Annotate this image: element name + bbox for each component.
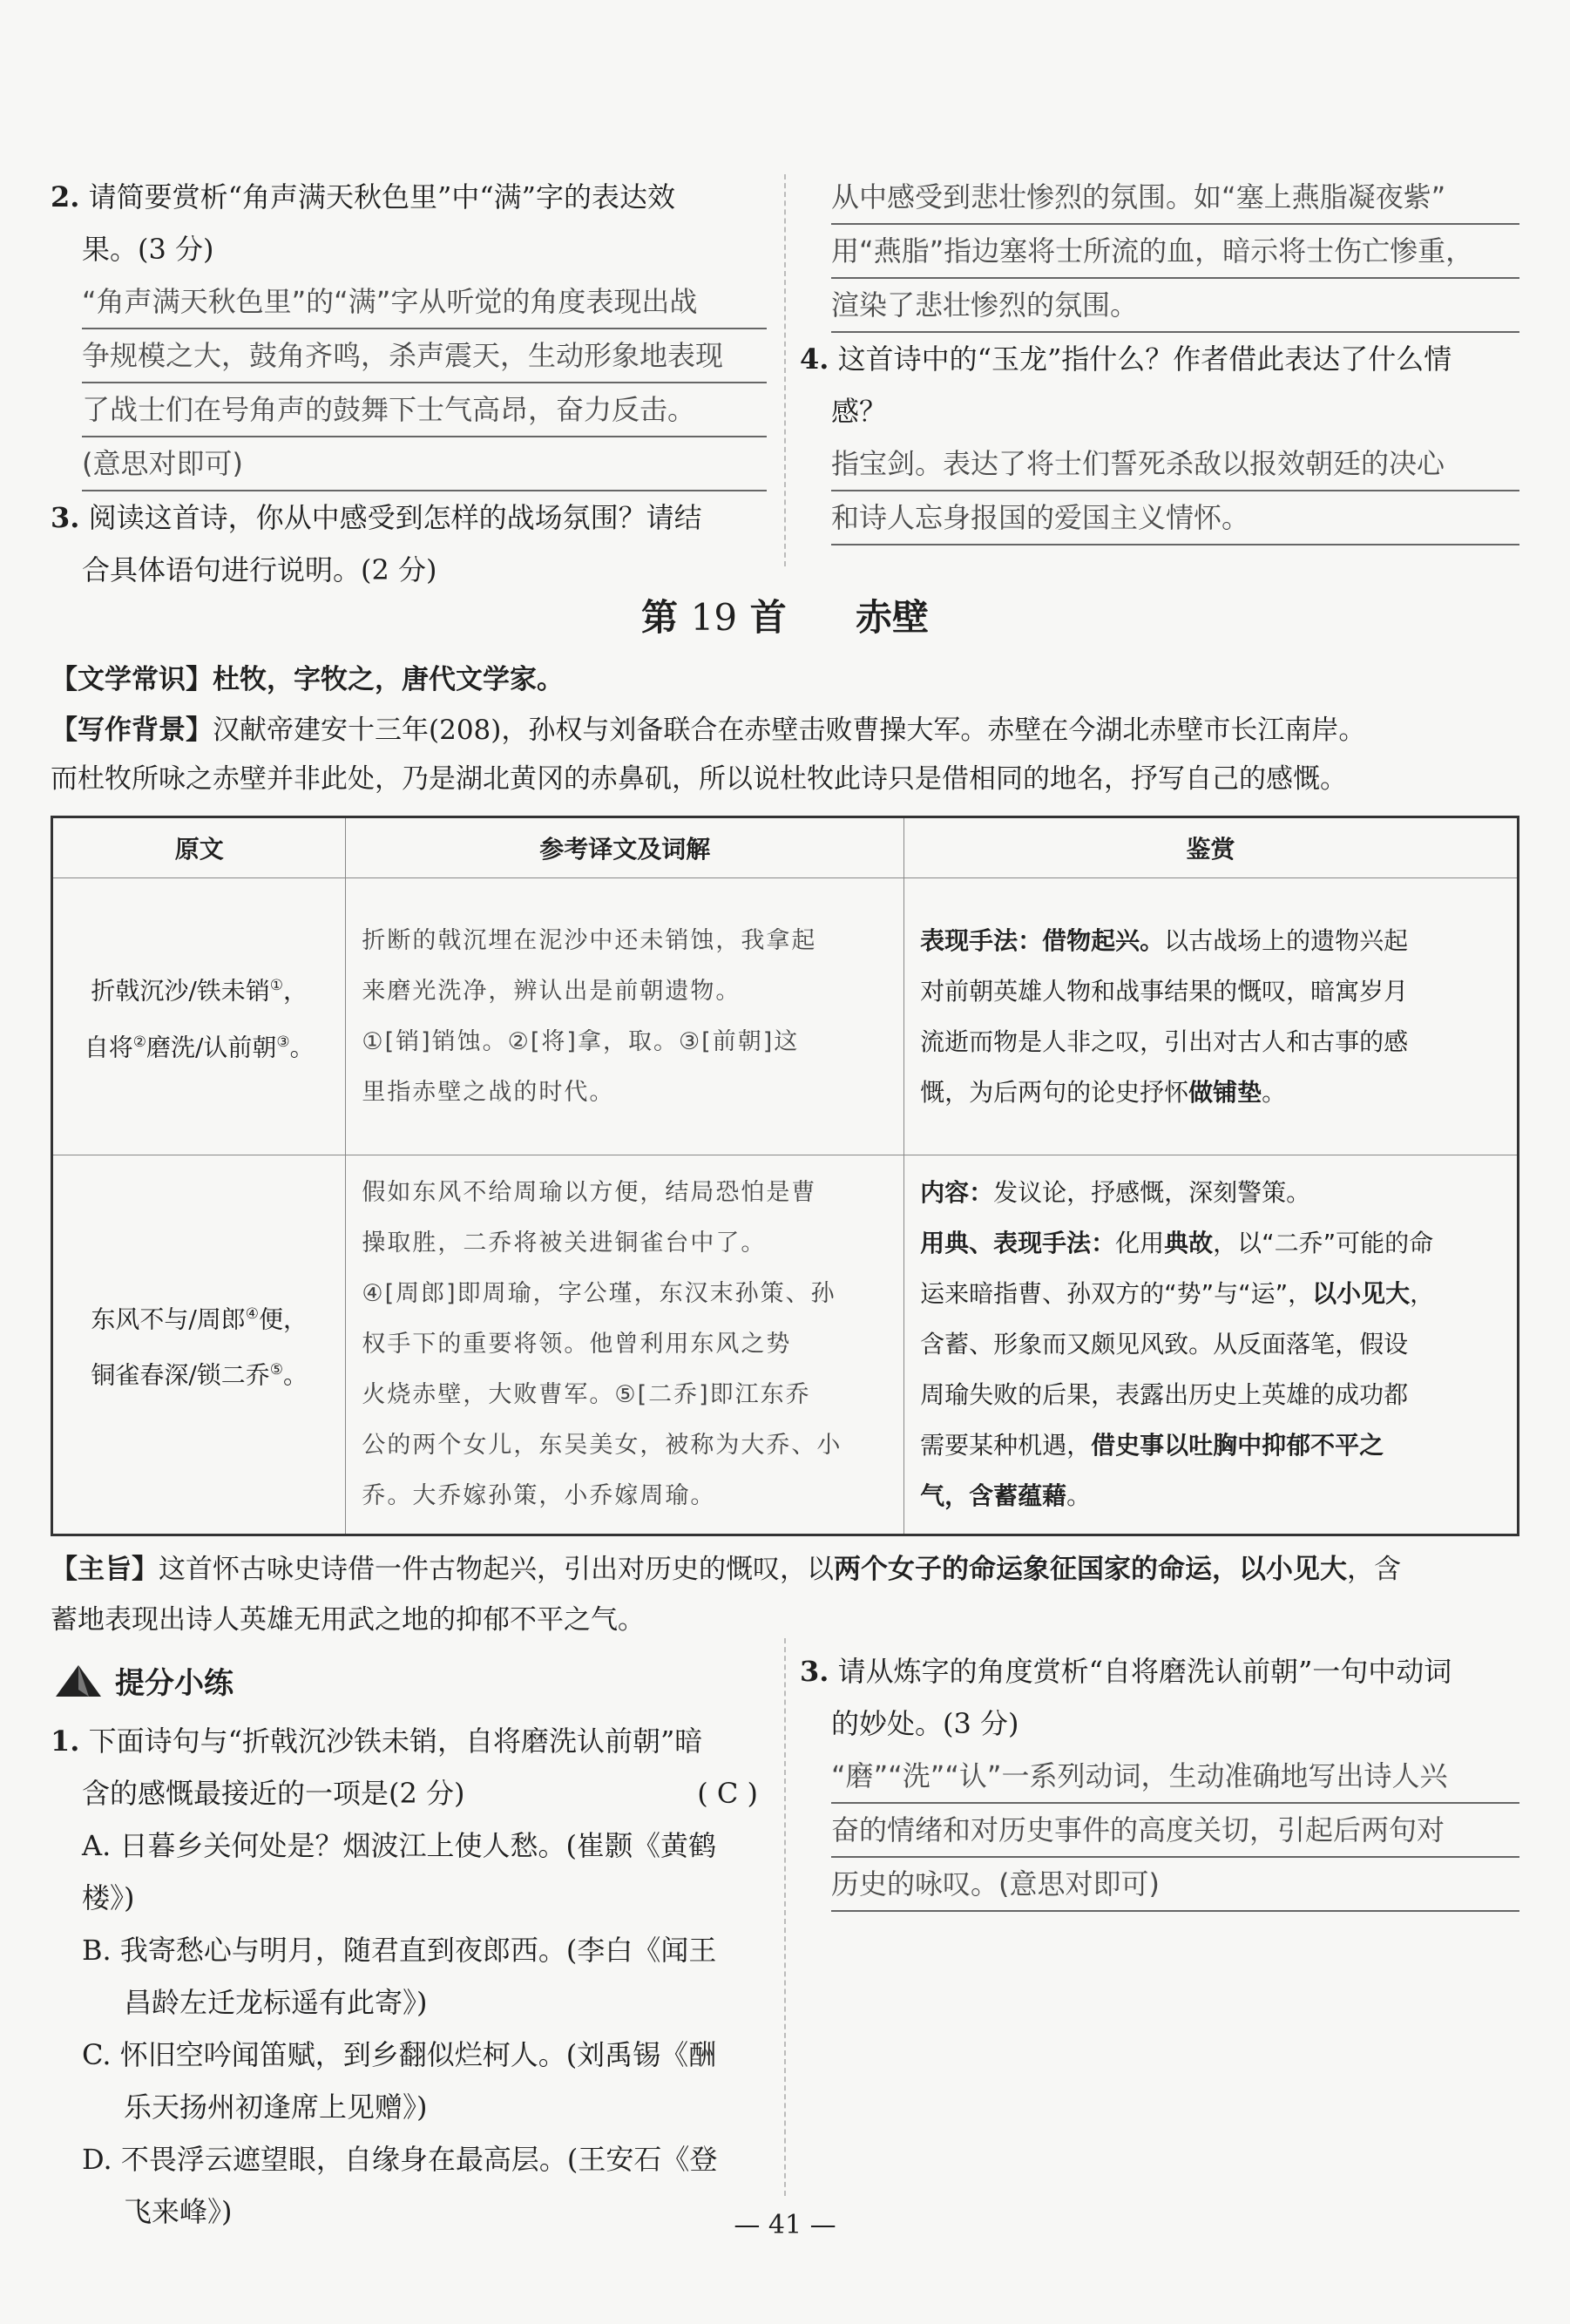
question-text: 阅读这首诗，你从中感受到怎样的战场氛围？请结 bbox=[88, 501, 702, 534]
question-number: 3. bbox=[51, 501, 80, 534]
title-number: 19 bbox=[690, 596, 738, 639]
literary-note bbox=[51, 655, 1519, 704]
option-d: D. 不畏浮云遮望眼，自缘身在最高层。(王安石《登 bbox=[82, 2143, 718, 2176]
option-c: C. 怀旧空吟闻笛赋，到乡翻似烂柯人。(刘禹锡《酬 bbox=[82, 2038, 717, 2071]
column-divider bbox=[784, 174, 786, 566]
answer-block bbox=[800, 437, 1519, 545]
answer-line: 指宝剑。表达了将士们誓死杀敌以报效朝廷的决心 bbox=[831, 437, 1519, 491]
appreciation-label: 用典、表现手法： bbox=[920, 1229, 1116, 1257]
option-a: A. 日暮乡关何处是？烟波江上使人愁。(崔颢《黄鹤楼》) bbox=[82, 1829, 716, 1914]
appreciation-line: 对前朝英雄人物和战事结果的慨叹，暗寓岁月 bbox=[920, 976, 1409, 1006]
practice-question-1 bbox=[51, 1715, 767, 1767]
background-text: 而杜牧所咏之赤壁并非此处，乃是湖北黄冈的赤鼻矶，所以说杜牧此诗只是借相同的地名，抒写自己的感慨。 bbox=[51, 763, 1347, 795]
table-row bbox=[52, 1155, 1519, 1535]
appreciation-label: 表现手法：借物起兴。 bbox=[920, 925, 1165, 955]
question-3 bbox=[51, 491, 767, 544]
answer-choice: ( C ) bbox=[697, 1777, 758, 1810]
original-line: 。 bbox=[289, 1032, 315, 1061]
appreciation-line: 流逝而物是人非之叹，引出对古人和古事的感 bbox=[920, 1026, 1409, 1056]
poem-table bbox=[51, 816, 1519, 1536]
translation-line: ①[销]销蚀。②[将]拿，取。③[前朝]这 bbox=[362, 1027, 800, 1055]
appreciation-emphasis: 以小见大 bbox=[1312, 1279, 1411, 1308]
question-number: 3. bbox=[800, 1655, 829, 1688]
table-row bbox=[52, 878, 1519, 1155]
appreciation-text bbox=[904, 1155, 1519, 1535]
column-divider bbox=[784, 1638, 786, 2196]
appreciation-line: 周瑜失败的后果，表露出历史上英雄的成功都 bbox=[920, 1380, 1409, 1409]
table-header-row bbox=[52, 817, 1519, 878]
answer-block bbox=[51, 275, 767, 491]
answer-block bbox=[800, 171, 1519, 333]
answer-block bbox=[800, 1750, 1519, 1912]
theme bbox=[51, 1544, 1519, 1645]
answer-line: “角声满天秋色里”的“满”字从听觉的角度表现出战 bbox=[82, 275, 767, 329]
appreciation-line: 以古战场上的遗物兴起 bbox=[1164, 925, 1409, 955]
appreciation-line: 慨，为后两句的论史抒怀 bbox=[920, 1077, 1189, 1107]
header-appreciation: 鉴赏 bbox=[904, 817, 1519, 878]
translation-line: 折断的戟沉埋在泥沙中还未销蚀，我拿起 bbox=[362, 926, 817, 954]
question-text: 这首诗中的“玉龙”指什么？作者借此表达了什么情 bbox=[837, 342, 1452, 376]
original-line: 铜雀春深/锁二乔 bbox=[91, 1360, 270, 1390]
option-c: 乐天扬州初逢席上见赠》) bbox=[124, 2090, 428, 2124]
pyramid-icon bbox=[54, 1663, 103, 1698]
footnote-marker: ④ bbox=[245, 1304, 260, 1323]
answer-line: 从中感受到悲壮惨烈的氛围。如“塞上燕脂凝夜紫” bbox=[831, 171, 1519, 225]
practice-right-column bbox=[800, 1645, 1519, 1912]
question-text: 果。(3 分) bbox=[82, 233, 214, 266]
translation-line: 操取胜，二乔将被关进铜雀台中了。 bbox=[362, 1230, 767, 1257]
appreciation-line: ，以“二乔”可能的命 bbox=[1213, 1229, 1434, 1257]
footnote-marker: ① bbox=[269, 977, 284, 995]
title-name: 赤壁 bbox=[855, 596, 929, 639]
top-left-column bbox=[51, 171, 767, 596]
answer-line: 用“燕脂”指边塞将士所流的血，暗示将士伤亡惨重， bbox=[831, 225, 1519, 279]
answer-line: 奋的情绪和对历史事件的高度关切，引起后两句对 bbox=[831, 1804, 1519, 1858]
translation-line: 来磨光洗净，辨认出是前朝遗物。 bbox=[362, 977, 741, 1005]
original-line: 东风不与/周郎 bbox=[91, 1304, 246, 1333]
practice-left-column bbox=[51, 1715, 767, 2238]
original-text bbox=[52, 1155, 346, 1535]
original-line: 便， bbox=[259, 1304, 308, 1333]
background-text: 汉献帝建安十三年(208)，孙权与刘备联合在赤壁击败曹操大军。赤壁在今湖北赤壁市长江南岸。 bbox=[213, 715, 1366, 746]
translation-line: 假如东风不给周瑜以方便，结局恐怕是曹 bbox=[362, 1179, 817, 1206]
answer-line: 和诗人忘身报国的爱国主义情怀。 bbox=[831, 491, 1519, 545]
original-line: 。 bbox=[283, 1360, 308, 1390]
option-b: 昌龄左迁龙标遥有此寄》) bbox=[124, 1986, 428, 2019]
appreciation-line: 。 bbox=[1262, 1077, 1287, 1107]
question-number: 4. bbox=[800, 342, 829, 376]
translation-line: 权手下的重要将领。他曾利用东风之势 bbox=[362, 1331, 792, 1358]
footnote-marker: ③ bbox=[276, 1033, 290, 1051]
theme-text: 蓄地表现出诗人英雄无用武之地的抑郁不平之气。 bbox=[51, 1604, 645, 1636]
appreciation-line: 发议论，抒感慨，深刻警策。 bbox=[993, 1178, 1311, 1207]
answer-line: 历史的咏叹。(意思对即可) bbox=[831, 1858, 1519, 1912]
option-d: 飞来峰》) bbox=[124, 2195, 233, 2228]
poem-title bbox=[0, 589, 1570, 641]
theme-text: 这首怀古咏史诗借一件古物起兴，引出对历史的慨叹，以 bbox=[159, 1554, 834, 1585]
answer-line: (意思对即可) bbox=[82, 437, 767, 491]
question-text: 下面诗句与“折戟沉沙铁未销，自将磨洗认前朝”暗 bbox=[88, 1724, 703, 1758]
appreciation-emphasis: 借史事以吐胸中抑郁不平之 bbox=[1091, 1431, 1384, 1460]
page-number: — 41 — bbox=[734, 2210, 836, 2240]
appreciation-emphasis: 做铺垫 bbox=[1188, 1077, 1262, 1107]
header-translation: 参考译文及词解 bbox=[346, 817, 904, 878]
question-4 bbox=[800, 333, 1519, 385]
literary-text: 杜牧，字牧之，唐代文学家。 bbox=[213, 664, 564, 695]
appreciation-label: 内容： bbox=[920, 1178, 994, 1207]
translation-text bbox=[346, 878, 904, 1155]
literary-label: 【文学常识】 bbox=[51, 664, 213, 695]
question-text: 的妙处。(3 分) bbox=[831, 1707, 1019, 1740]
original-line: 折戟沉沙/铁未销 bbox=[91, 976, 270, 1006]
writing-background bbox=[51, 706, 1519, 803]
footnote-marker: ⑤ bbox=[269, 1361, 284, 1379]
appreciation-line: 需要某种机遇， bbox=[920, 1431, 1092, 1460]
question-text: 合具体语句进行说明。(2 分) bbox=[82, 553, 437, 586]
footnote-marker: ② bbox=[132, 1033, 146, 1051]
answer-line: 渲染了悲壮惨烈的氛围。 bbox=[831, 279, 1519, 333]
appreciation-emphasis: 典故 bbox=[1164, 1229, 1214, 1257]
translation-line: 里指赤壁之战的时代。 bbox=[362, 1078, 615, 1106]
answer-line: “磨”“洗”“认”一系列动词，生动准确地写出诗人兴 bbox=[831, 1750, 1519, 1804]
practice-header bbox=[54, 1659, 233, 1702]
appreciation-text bbox=[904, 878, 1519, 1155]
practice-question-3 bbox=[800, 1645, 1519, 1697]
appreciation-line: 含蓄、形象而又颇见风致。从反面落笔，假设 bbox=[920, 1330, 1409, 1358]
translation-line: 公的两个女儿，东吴美女，被称为大乔、小 bbox=[362, 1432, 843, 1459]
original-line: 磨洗/认前朝 bbox=[145, 1032, 277, 1061]
translation-line: ④[周郎]即周瑜，字公瑾，东汉末孙策、孙 bbox=[362, 1280, 836, 1307]
appreciation-line: 化用 bbox=[1115, 1229, 1165, 1257]
theme-label: 【主旨】 bbox=[51, 1554, 159, 1585]
practice-title: 提分小练 bbox=[115, 1666, 233, 1701]
original-line: 自将 bbox=[84, 1032, 133, 1061]
translation-line: 火烧赤壁，大败曹军。⑤[二乔]即江东乔 bbox=[362, 1381, 811, 1408]
appreciation-emphasis: 气，含蓄蕴藉 bbox=[920, 1481, 1067, 1510]
theme-text: ，含 bbox=[1347, 1554, 1401, 1585]
header-original: 原文 bbox=[52, 817, 346, 878]
question-text: 请简要赏析“角声满天秋色里”中“满”字的表达效 bbox=[88, 180, 676, 213]
answer-line: 争规模之大，鼓角齐鸣，杀声震天，生动形象地表现 bbox=[82, 329, 767, 383]
appreciation-line: 。 bbox=[1066, 1481, 1092, 1510]
title-suffix: 首 bbox=[749, 596, 787, 639]
translation-text bbox=[346, 1155, 904, 1535]
theme-emphasis: 两个女子的命运象征国家的命运，以小见大 bbox=[834, 1554, 1347, 1585]
question-text: 请从炼字的角度赏析“自将磨洗认前朝”一句中动词 bbox=[837, 1655, 1452, 1688]
option-b: B. 我寄愁心与明月，随君直到夜郎西。(李白《闻王 bbox=[82, 1934, 717, 1967]
question-text: 含的感慨最接近的一项是(2 分) bbox=[82, 1777, 465, 1810]
appreciation-line: ， bbox=[1410, 1279, 1435, 1308]
question-2 bbox=[51, 171, 767, 223]
question-number: 2. bbox=[51, 180, 80, 213]
background-label: 【写作背景】 bbox=[51, 715, 213, 746]
top-right-column bbox=[800, 171, 1519, 545]
appreciation-line: 运来暗指曹、孙双方的“势”与“运”， bbox=[920, 1279, 1313, 1308]
answer-line: 了战士们在号角声的鼓舞下士气高昂，奋力反击。 bbox=[82, 383, 767, 437]
original-text: 折戟沉沙/铁未销①， 自将②磨洗/认前朝③。 bbox=[52, 878, 346, 1155]
question-text: 感？ bbox=[831, 395, 888, 428]
translation-line: 乔。大乔嫁孙策，小乔嫁周瑜。 bbox=[362, 1482, 716, 1509]
title-prefix: 第 bbox=[641, 596, 679, 639]
question-number: 1. bbox=[51, 1724, 80, 1758]
